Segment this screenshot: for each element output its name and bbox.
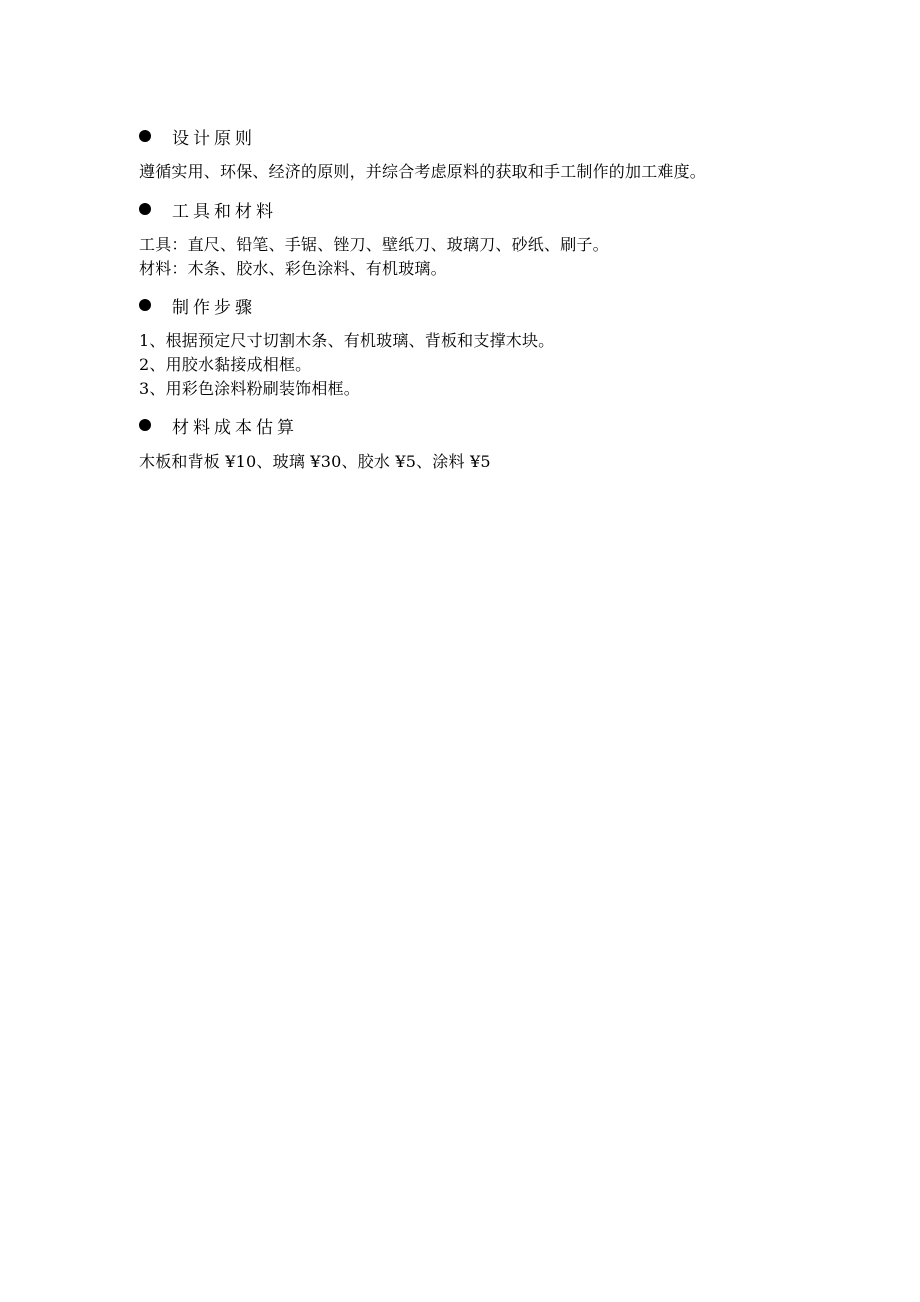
section-heading-steps [139,293,256,317]
section-heading-tools-materials [139,197,277,221]
paragraph-line: 遵循实用、环保、经济的原则，并综合考虑原料的获取和手工制作的加工难度。 [139,162,707,181]
heading-text: 工具和材料 [172,201,277,222]
bullet-icon [139,130,151,142]
bullet-icon [139,203,151,215]
section-heading-cost-estimate [139,413,298,437]
step-line-3: 3、用彩色涂料粉刷装饰相框。 [139,379,360,398]
step-line-2: 2、用胶水黏接成相框。 [139,355,312,374]
section-heading-design-principles [139,124,256,148]
heading-text: 材料成本估算 [172,417,298,438]
heading-text: 制作步骤 [172,297,256,318]
paragraph-line-tools: 工具：直尺、铅笔、手锯、锉刀、壁纸刀、玻璃刀、砂纸、刷子。 [139,235,609,254]
bullet-icon [139,419,151,431]
bullet-icon [139,299,151,311]
cost-line: 木板和背板 ¥10、玻璃 ¥30、胶水 ¥5、涂料 ¥5 [139,452,491,471]
heading-text: 设计原则 [172,128,256,149]
paragraph-line-materials: 材料：木条、胶水、彩色涂料、有机玻璃。 [139,259,447,278]
step-line-1: 1、根据预定尺寸切割木条、有机玻璃、背板和支撑木块。 [139,331,555,350]
